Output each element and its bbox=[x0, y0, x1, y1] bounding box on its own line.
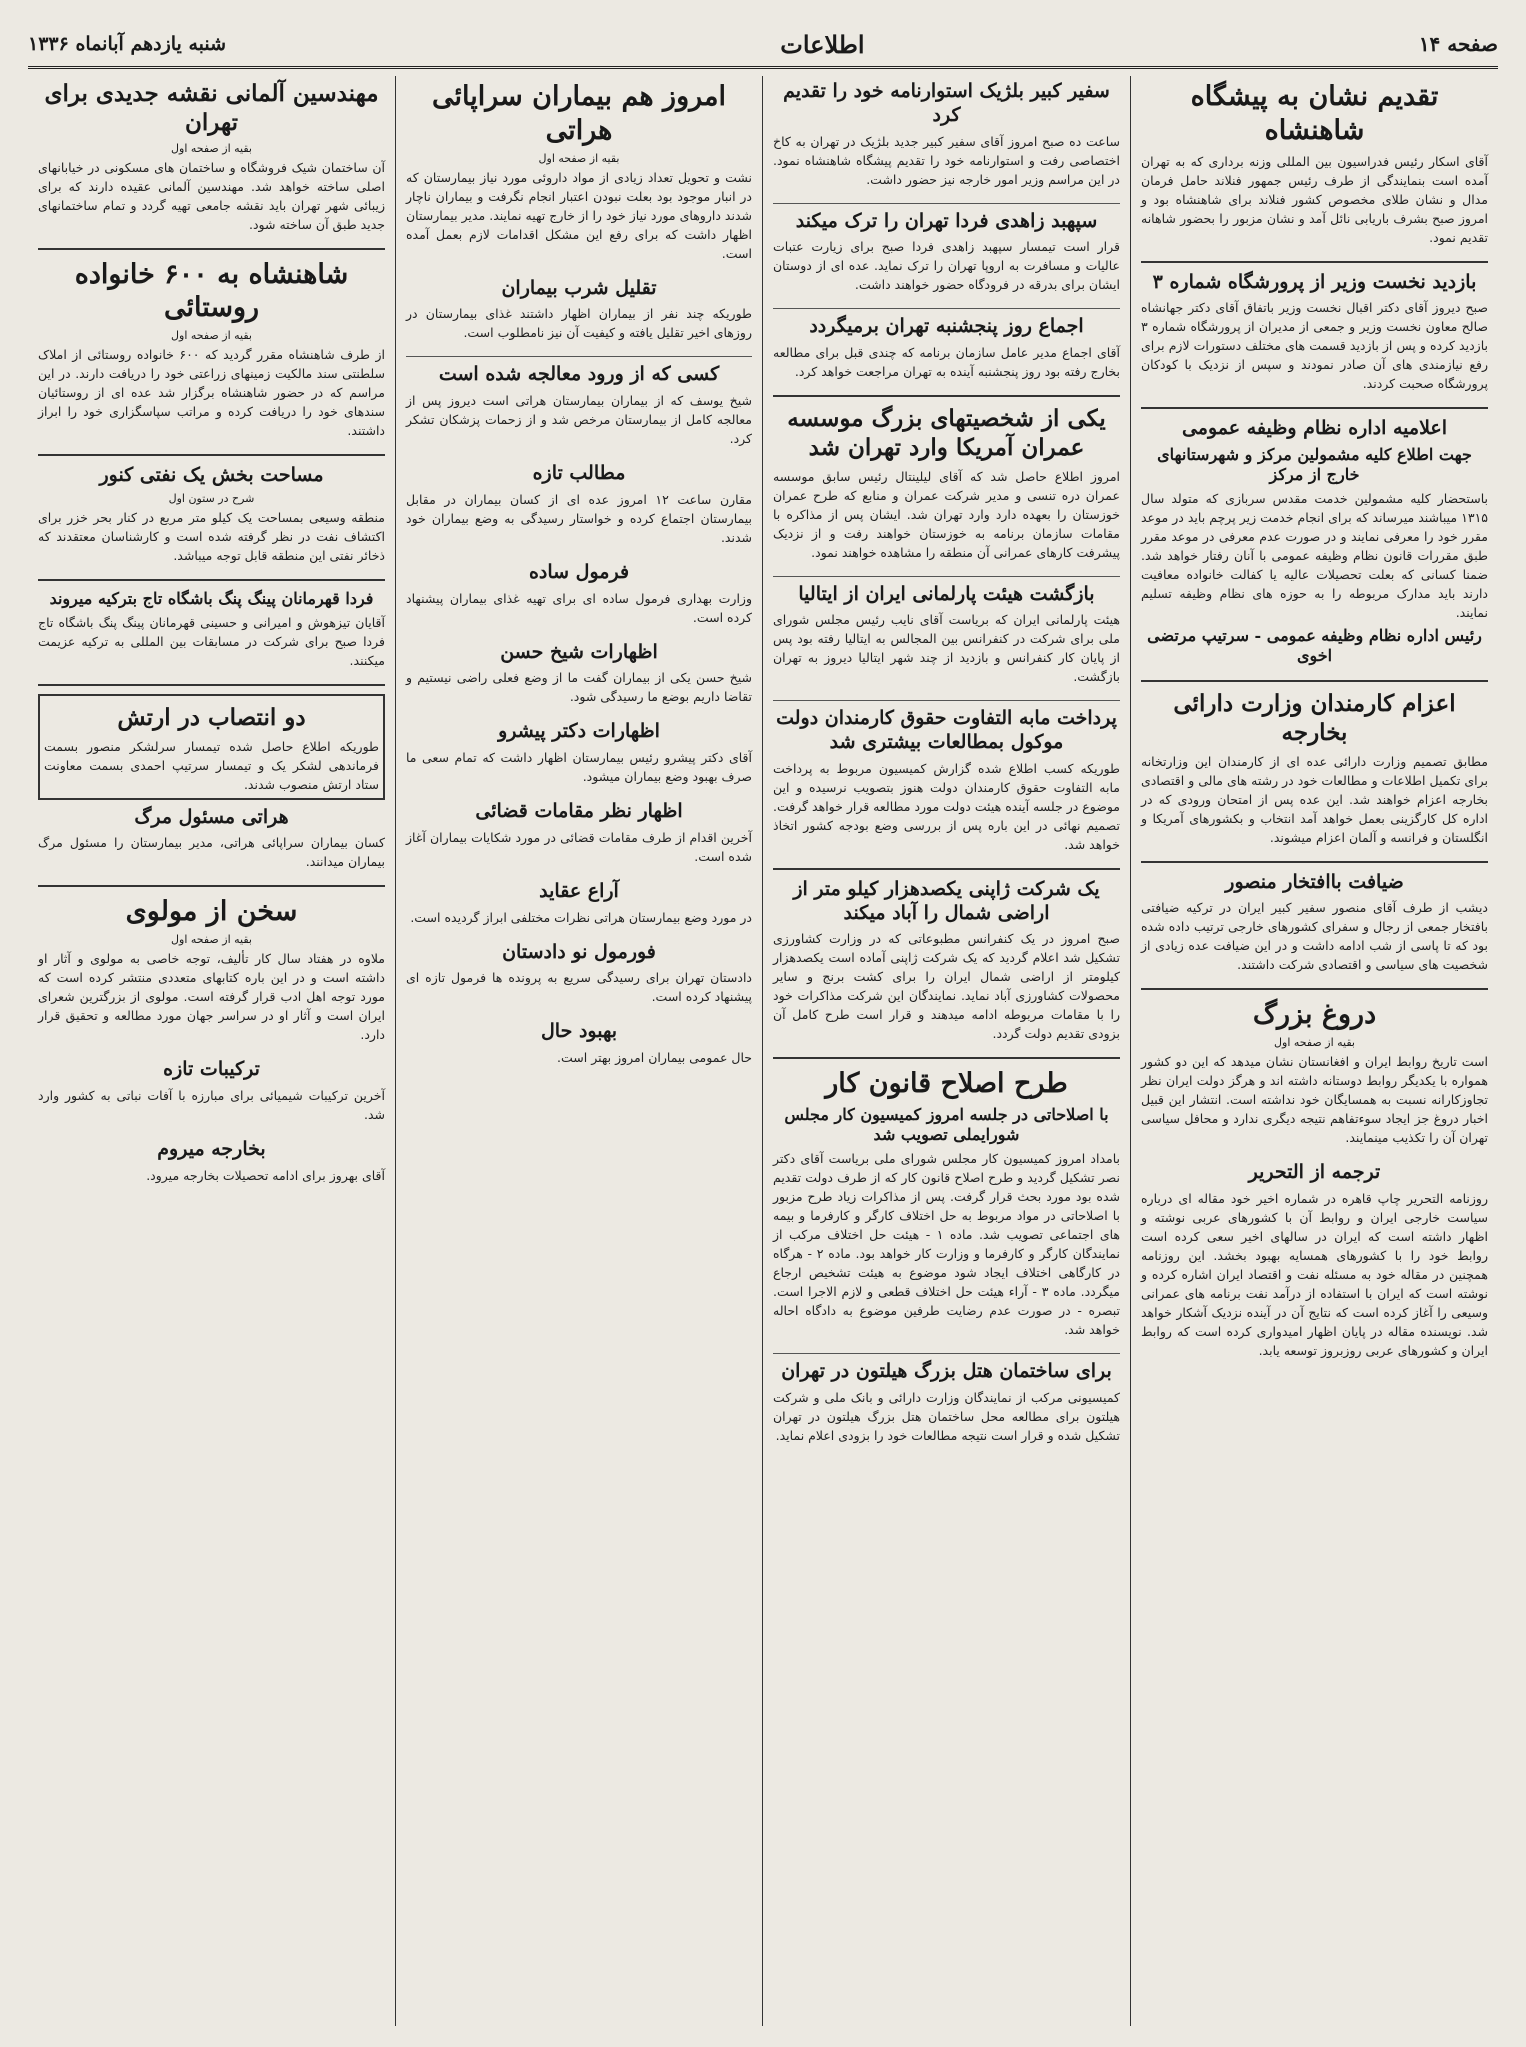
headline: یکی از شخصیتهای بزرگ موسسه عمران آمریکا وارد تهران شد bbox=[787, 405, 1106, 461]
continued-note: بقیه از صفحه اول bbox=[1274, 1036, 1355, 1049]
article-body: است تاریخ روابط ایران و افغانستان نشان میدهد که این دو کشور همواره با یکدیگر روابط دوستانه داشته اند و هرگز دولت ایران نظر تجاوزکارانه نسبت به همسایگان خود نداشته است. انتشار این قبیل اخبار دروغ جز ایجاد سوءتفاهم نتیجه دیگری ندارد و محافل سیاسی تهران آن را تکذیب مینمایند. bbox=[1141, 1054, 1488, 1145]
headline: دو انتصاب در ارتش bbox=[117, 703, 306, 731]
article-body: آقای اسکار رئیس فدراسیون بین المللی وزنه برداری که به تهران آمده است بنمایندگی از طرف رئیس جمهور فنلاند حامل فرمان مدال و نشان طلای مخصوص کشور فنلاند برای شاهنشاه بود و امروز صبح بشرف باریابی نائل آمد و نشان مزبور را بحضور شاهانه تقدیم نمود. bbox=[1141, 153, 1488, 245]
article-body: دیشب از طرف آقای منصور سفیر کبیر ایران در ترکیه ضیافتی بافتخار جمعی از رجال و سفرای کشورهای خارجی ترتیب داده شده بود که تا پاسی از شب ادامه داشت و در این ضیافت عده زیادی از شخصیت های سیاسی و اقتصادی شرکت داشتند. bbox=[1141, 900, 1488, 973]
divider bbox=[773, 203, 1120, 204]
continued-note: بقیه از صفحه اول bbox=[171, 329, 252, 342]
article-body: طوریکه چند نفر از بیماران اظهار داشتند غذای بیمارستان در روزهای اخیر تقلیل یافته و کیفیت آن نیز نامطلوب است. bbox=[406, 306, 752, 341]
headline: مهندسین آلمانی نقشه جدیدی برای تهران bbox=[44, 80, 379, 136]
article-body: امروز اطلاع حاصل شد که آقای لیلینتال رئیس سابق موسسه عمران دره تنسی و مدیر شرکت عمران و منابع که طرح عمران خوزستان را بعهده دارد وارد تهران شد. ایشان پس از مذاکره با مقامات سازمان برنامه به خوزستان خواهند رفت و از نزدیک پیشرفت کارهای عمرانی آن منطقه را مشاهده خواهند نمود. bbox=[773, 468, 1120, 560]
headline: اجماع روز پنجشنبه تهران برمیگردد bbox=[809, 315, 1084, 338]
headline: مطالب تازه bbox=[532, 462, 626, 484]
article-salary-difference bbox=[773, 707, 1120, 854]
article-section bbox=[406, 277, 752, 343]
issue-date: شنبه یازدهم آبانماه ۱۳۳۶ bbox=[28, 33, 227, 55]
article-section bbox=[406, 1020, 752, 1067]
newspaper-page bbox=[28, 22, 1498, 2032]
article-tahrir bbox=[1141, 1161, 1488, 1360]
article-section bbox=[406, 720, 752, 786]
article-body: ساعت ده صبح امروز آقای سفیر کبیر جدید بلژیک در تهران به کاخ اختصاصی رفت و استوارنامه خود را تقدیم پیشگاه شاهنشاه نمود. در این مراسم وزیر امور خارجه نیز حضور داشت. bbox=[773, 133, 1120, 187]
article-oil-area bbox=[38, 464, 385, 565]
headline: ترکیبات تازه bbox=[163, 1058, 260, 1080]
headline: بهبود حال bbox=[540, 1020, 617, 1043]
headline: بخارجه میروم bbox=[157, 1137, 266, 1160]
divider bbox=[38, 579, 385, 581]
divider bbox=[773, 1353, 1120, 1354]
divider bbox=[1141, 261, 1488, 263]
newspaper-name: اطلاعات bbox=[780, 29, 865, 59]
article-body: هیئت پارلمانی ایران که بریاست آقای نایب رئیس مجلس شورای ملی برای شرکت در کنفرانس بین المجالس به ایتالیا رفته بود پس از پایان کار کنفرانس و بازدید از چند شهر ایتالیا دیروز به تهران بازگشت. bbox=[773, 612, 1120, 685]
column-3 bbox=[396, 76, 762, 2026]
headline: بازگشت هیئت پارلمانی ایران از ایتالیا bbox=[798, 582, 1095, 605]
subheadline: با اصلاحاتی در جلسه امروز کمیسیون کار مجلس شورایملی تصویب شد bbox=[784, 1105, 1109, 1144]
headline: تقلیل شرب بیماران bbox=[501, 276, 657, 299]
article-pm-visit bbox=[1141, 271, 1488, 394]
divider bbox=[773, 395, 1120, 397]
headline: امروز هم بیماران سراپائی هراتی bbox=[432, 81, 726, 146]
headline: شاهنشاه به ۶۰۰ خانواده روستائی bbox=[74, 258, 349, 324]
headline: برای ساختمان هتل بزرگ هیلتون در تهران bbox=[781, 1360, 1112, 1382]
article-body: بامداد امروز کمیسیون کار مجلس شورای ملی بریاست آقای دکتر نصر تشکیل گردید و طرح اصلاح قانون کار که از طرف دولت تقدیم شده بود مورد بحث قرار گرفت. پس از مذاکرات زیاد طرح مزبور با اصلاحاتی در مواد مربوط به حل اختلاف کارگر و کارفرما و بیمه های اجتماعی تصویب شد. ماده ۱ - هیئت حل اختلاف مرکب از نمایندگان کارگر و کارفرما و وزارت کار خواهد بود. ماده ۲ - هرگاه در کارگاهی اختلاف ایجاد شود موضوع به هیئت تشخیص ارجاع میگردد. ماده ۳ - آراء هیئت حل اختلاف قطعی و لازم الاجرا است. تبصره - در صورت عدم رضایت طرفین موضوع به دادگاه احاله خواهد شد. bbox=[773, 1151, 1121, 1337]
article-body: صبح امروز در یک کنفرانس مطبوعاتی که در وزارت کشاورزی تشکیل شد اعلام گردید که یک شرکت ژاپنی آماده است یکصدهزار کیلومتر از اراضی شمال ایران را برای کشت برنج و سایر محصولات کشاورزی آباد نماید. نمایندگان این شرکت مذاکرات خود را با مقامات مربوطه ادامه میدهند و قرار است طرح کامل آن بزودی تقدیم دولت گردد. bbox=[773, 931, 1120, 1042]
article-body: آقای دکتر پیشرو رئیس بیمارستان اظهار داشت که تمام سعی ما صرف بهبود وضع بیماران میشود. bbox=[406, 750, 752, 784]
headline: اعزام کارمندان وزارت دارائی بخارجه bbox=[1173, 690, 1456, 746]
article-body: از طرف شاهنشاه مقرر گردید که ۶۰۰ خانواده روستائی از املاک سلطنتی سند مالکیت زمینهای زراعتی خود را دریافت دارند. در این مراسم که در حضور شاهنشاه برگزار شد عده ای از روستائیان سندهای خود را دریافت کرده و مراتب سپاسگزاری خود را ابراز داشتند. bbox=[38, 347, 385, 438]
divider bbox=[1141, 680, 1488, 682]
divider bbox=[38, 248, 385, 250]
subheadline: جهت اطلاع کلیه مشمولین مرکز و شهرستانهای خارج از مرکز bbox=[1157, 445, 1472, 484]
headline: هراتی مسئول مرگ bbox=[134, 805, 289, 828]
headline: آراع عقاید bbox=[539, 879, 619, 902]
divider bbox=[773, 576, 1120, 577]
headline: یک شرکت ژاپنی یکصدهزار کیلو متر از اراضی شمال را آباد میکند bbox=[793, 877, 1100, 924]
headline: سپهبد زاهدی فردا تهران را ترک میکند bbox=[795, 209, 1098, 232]
article-body: طوریکه کسب اطلاع شده گزارش کمیسیون مربوط به پرداخت مابه التفاوت حقوق کارمندان دولت هنوز بتصویب نرسیده و این موضوع در جلسه آینده هیئت دولت مورد مطالعه قرار خواهد گرفت. تصمیم نهائی در این باره پس از بررسی وضع بودجه کشور اتخاذ خواهد شد. bbox=[773, 760, 1120, 852]
article-mowlavi bbox=[38, 895, 385, 1044]
headline: کسی که از ورود معالجه شده است bbox=[438, 363, 720, 386]
article-section bbox=[406, 561, 752, 627]
article-banquet bbox=[1141, 871, 1488, 975]
headline: فورمول نو دادستان bbox=[502, 940, 656, 963]
continued-note: بقیه از صفحه اول bbox=[171, 933, 252, 946]
article-section bbox=[406, 800, 752, 866]
divider bbox=[773, 700, 1120, 701]
headline: ضیافت باافتخار منصور bbox=[1225, 870, 1404, 893]
article-hilton bbox=[773, 1360, 1120, 1445]
signature-line: رئیس اداره نظام وظیفه عمومی - سرتیپ مرتضی اخوی bbox=[1147, 626, 1482, 665]
divider bbox=[38, 885, 385, 887]
headline: سخن از مولوی bbox=[125, 896, 298, 928]
article-army-appointments bbox=[38, 694, 385, 800]
headline: فردا قهرمانان پینگ پنگ باشگاه تاج بترکیه میروند bbox=[49, 588, 374, 608]
article-body: حال عمومی بیماران امروز بهتر است. bbox=[557, 1050, 752, 1065]
continued-note: بقیه از صفحه اول bbox=[538, 151, 620, 165]
article-harati-death bbox=[38, 806, 385, 872]
article-compounds bbox=[38, 1058, 385, 1124]
article-body: شیخ یوسف که از بیماران بیمارستان هراتی است دیروز پس از معالجه کامل از بیمارستان مرخص شد و از زحمات پزشکان تشکر کرد. bbox=[406, 393, 752, 446]
article-shah-rural-families bbox=[38, 258, 385, 441]
column-1 bbox=[1131, 76, 1498, 2026]
headline: سفیر کبیر بلژیک استوارنامه خود را تقدیم کرد bbox=[783, 80, 1110, 126]
divider bbox=[773, 868, 1120, 870]
article-conscription bbox=[1141, 417, 1488, 666]
divider bbox=[1141, 988, 1488, 990]
headline: تقدیم نشان به پیشگاه شاهنشاه bbox=[1190, 81, 1439, 146]
divider bbox=[1141, 861, 1488, 863]
article-body: مطابق تصمیم وزارت دارائی عده ای از کارمندان این وزارتخانه برای تکمیل اطلاعات و مطالعات خود در رشته های مالی و اقتصادی بخارجه اعزام خواهند شد. این عده پس از امتحان ورودی که در اداره کل کارگزینی بعمل خواهد آمد انتخاب و بکشورهای آمریکا و انگلستان و فرانسه و آلمان اعزام میشوند. bbox=[1141, 753, 1488, 845]
article-body: منطقه وسیعی بمساحت یک کیلو متر مربع در کنار بحر خزر برای اکتشاف نفت در نظر گرفته شده است و کارشناسان معتقدند که ذخائر نفتی این منطقه قابل توجه میباشد. bbox=[38, 509, 385, 563]
article-finance-staff bbox=[1141, 690, 1488, 847]
article-labor-law bbox=[773, 1067, 1120, 1339]
article-body: وزارت بهداری فرمول ساده ای برای تهیه غذای بیماران پیشنهاد کرده است. bbox=[406, 590, 752, 625]
headline: اظهار نظر مقامات قضائی bbox=[475, 800, 683, 822]
article-body: آن ساختمان شیک فروشگاه و ساختمان های مسکونی در خیابانهای اصلی ساخته خواهد شد. مهندسین آلمانی عقیده دارند که برای زیبائی شهر تهران باید نقشه جامعی تهیه گردد و تمام ساختمانهای جدید طبق آن ساخته شود. bbox=[38, 159, 385, 232]
continued-note: بقیه از صفحه اول bbox=[171, 141, 252, 155]
masthead bbox=[28, 22, 1498, 69]
article-zahedi bbox=[773, 210, 1120, 295]
article-section bbox=[406, 363, 752, 448]
divider bbox=[1141, 407, 1488, 409]
headline: اظهارات دکتر پیشرو bbox=[498, 720, 660, 743]
article-section bbox=[406, 641, 752, 707]
article-body: آخرین اقدام از طرف مقامات قضائی در مورد شکایات بیماران آغاز شده است. bbox=[406, 829, 752, 864]
article-body: در مورد وضع بیمارستان هراتی نظرات مختلفی ابراز گردیده است. bbox=[410, 909, 752, 925]
article-body: کسان بیماران سراپائی هراتی، مدیر بیمارستان را مسئول مرگ بیماران میدانند. bbox=[38, 835, 385, 870]
article-ebtehaj bbox=[773, 315, 1120, 381]
article-body: نشت و تحویل تعداد زیادی از مواد داروئی مورد نیاز بیمارستان که در انبار موجود بود بعلت نبودن اعتبار انجام نگرفت و بیماران ناچار شدند داروهای مورد نیاز خود را از خارج تهیه نمایند. مدیر بیمارستان اظهار داشت که برای رفع این مشکل اقدامات لازم بعمل آمده است. bbox=[406, 169, 752, 261]
headline: مساحت بخش یک نفتی کنور bbox=[99, 464, 324, 486]
article-decoration bbox=[1141, 80, 1488, 247]
article-big-lie bbox=[1141, 998, 1488, 1147]
article-ping-pong bbox=[38, 589, 385, 670]
article-body: آخرین ترکیبات شیمیائی برای مبارزه با آفات نباتی به کشور وارد شد. bbox=[38, 1087, 385, 1122]
article-belgian-ambassador bbox=[773, 80, 1120, 189]
headline: ترجمه از التحریر bbox=[1248, 1161, 1381, 1183]
column-4 bbox=[28, 76, 395, 2026]
article-lilienthal bbox=[773, 405, 1120, 562]
article-japanese-company bbox=[773, 878, 1120, 1044]
article-body: باستحضار کلیه مشمولین خدمت مقدس سربازی که متولد سال ۱۳۱۵ میباشند میرساند که برای انجام خدمت زیر پرچم باید در موعد مقرر خود را معرفی نمایند و در صورت عدم معرفی در موعد مقرر طبق مقررات قانون نظام وظیفه عمومی با آنان رفتار خواهد شد. ضمنا کسانی که بعلت تحصیلات عالیه یا کفالت خانواده معافیت دارند باید مدارک مربوطه را به حوزه های نظام وظیفه تسلیم نمایند. bbox=[1141, 491, 1488, 620]
article-body: صبح دیروز آقای دکتر اقبال نخست وزیر باتفاق آقای دکتر جهانشاه صالح معاون نخست وزیر و جمعی از مدیران از پرورشگاه شماره ۳ بازدید کرده و پس از بازدید قسمت های مختلف دستورات لازم برای رفع نیازمندی های آن صادر نمودند و سپس از نزدیک با کودکان پرورشگاه صحبت کردند. bbox=[1141, 300, 1488, 392]
article-body: شیخ حسن یکی از بیماران گفت ما از وضع فعلی راضی نیستیم و تقاضا داریم بوضع ما رسیدگی شود. bbox=[406, 670, 752, 705]
article-section bbox=[406, 880, 752, 927]
continued-note: شرح در ستون اول bbox=[168, 491, 255, 505]
divider bbox=[38, 454, 385, 456]
divider bbox=[773, 1057, 1120, 1059]
article-body: آقایان تیزهوش و امیرانی و حسینی قهرمانان پینگ پنگ باشگاه تاج فردا صبح برای شرکت در مسابقات بین المللی به ترکیه عزیمت میکنند. bbox=[38, 614, 385, 668]
article-body: روزنامه التحریر چاپ قاهره در شماره اخیر خود مقاله ای درباره سیاست خارجی ایران و روابط آن با کشورهای عربی نوشته و اظهار داشته است که ایران در سالهای اخیر سعی کرده است روابط خود را با کشورهای همسایه بهبود بخشد. این روزنامه همچنین در مقاله خود به مسئله نفت و اقتصاد ایران اشاره کرده و نوشته است که ایران با استفاده از درآمد نفت برنامه های عمرانی وسیعی را آغاز کرده است که نتایج آن در آینده نزدیک آشکار خواهد شد. نویسنده مقاله در پایان اظهار امیدواری کرده است که روابط ایران و کشورهای عربی روزبروز توسعه یابد. bbox=[1141, 1190, 1488, 1358]
headline: بازدید نخست وزیر از پرورشگاه شماره ۳ bbox=[1152, 270, 1477, 293]
article-body: دادستان تهران برای رسیدگی سریع به پرونده ها فرمول تازه ای پیشنهاد کرده است. bbox=[406, 970, 752, 1005]
article-german-engineers bbox=[38, 80, 385, 234]
article-body: طوریکه اطلاع حاصل شده تیمسار سرلشکر منصور بسمت فرماندهی لشکر یک و تیمسار سرتیپ احمدی بسمت معاونت ستاد ارتش منصوب شدند. bbox=[44, 738, 379, 792]
article-section bbox=[406, 941, 752, 1007]
headline: اظهارات شیخ حسن bbox=[500, 640, 658, 663]
divider bbox=[773, 308, 1120, 309]
article-body: آقای اجماع مدیر عامل سازمان برنامه که چندی قبل برای مطالعه بخارج رفته بود روز پنجشنبه آینده به تهران مراجعت خواهد کرد. bbox=[773, 345, 1120, 379]
divider bbox=[406, 356, 752, 357]
article-harati-patients bbox=[406, 80, 752, 263]
article-parliament-delegation bbox=[773, 583, 1120, 687]
article-body: کمیسیونی مرکب از نمایندگان وزارت دارائی و بانک ملی و شرکت هیلتون برای مطالعه محل ساختمان هتل بزرگ هیلتون در تهران تشکیل شده و قرار است نتیجه مطالعات خود را بزودی اعلام نماید. bbox=[773, 1389, 1120, 1443]
divider bbox=[38, 684, 385, 686]
article-body: قرار است تیمسار سپهبد زاهدی فردا صبح برای زیارت عتبات عالیات و مسافرت به اروپا تهران را ترک نماید. عده ای از دوستان ایشان برای بدرقه در فرودگاه حضور خواهند داشت. bbox=[773, 239, 1120, 293]
column-2 bbox=[763, 76, 1130, 2026]
headline: فرمول ساده bbox=[528, 560, 630, 583]
page-number: صفحه ۱۴ bbox=[1418, 32, 1498, 56]
headline: دروغ بزرگ bbox=[1252, 999, 1377, 1031]
article-body: آقای بهروز برای ادامه تحصیلات بخارجه میرود. bbox=[146, 1167, 385, 1183]
article-body: ملاوه در هفتاد سال کار تألیف، توجه خاصی به مولوی و آثار او داشته است و در این باره کتابهای متعددی منتشر کرده است که مورد توجه اهل ادب قرار گرفته است. مولوی از بزرگترین شعرای ایران است و آثار او در سراسر جهان مورد مطالعه و تحقیق قرار دارد. bbox=[38, 951, 385, 1042]
article-abroad bbox=[38, 1138, 385, 1185]
article-body: مقارن ساعت ۱۲ امروز عده ای از کسان بیماران در مقابل بیمارستان اجتماع کرده و خواستار رسیدگی به وضع بیماران خود شدند. bbox=[406, 491, 753, 545]
headline: اعلامیه اداره نظام وظیفه عمومی bbox=[1181, 417, 1448, 440]
article-section bbox=[406, 462, 752, 547]
headline: طرح اصلاح قانون کار bbox=[825, 1068, 1068, 1100]
headline: پرداخت مابه التفاوت حقوق کارمندان دولت موکول بمطالعات بیشتری شد bbox=[776, 707, 1117, 753]
